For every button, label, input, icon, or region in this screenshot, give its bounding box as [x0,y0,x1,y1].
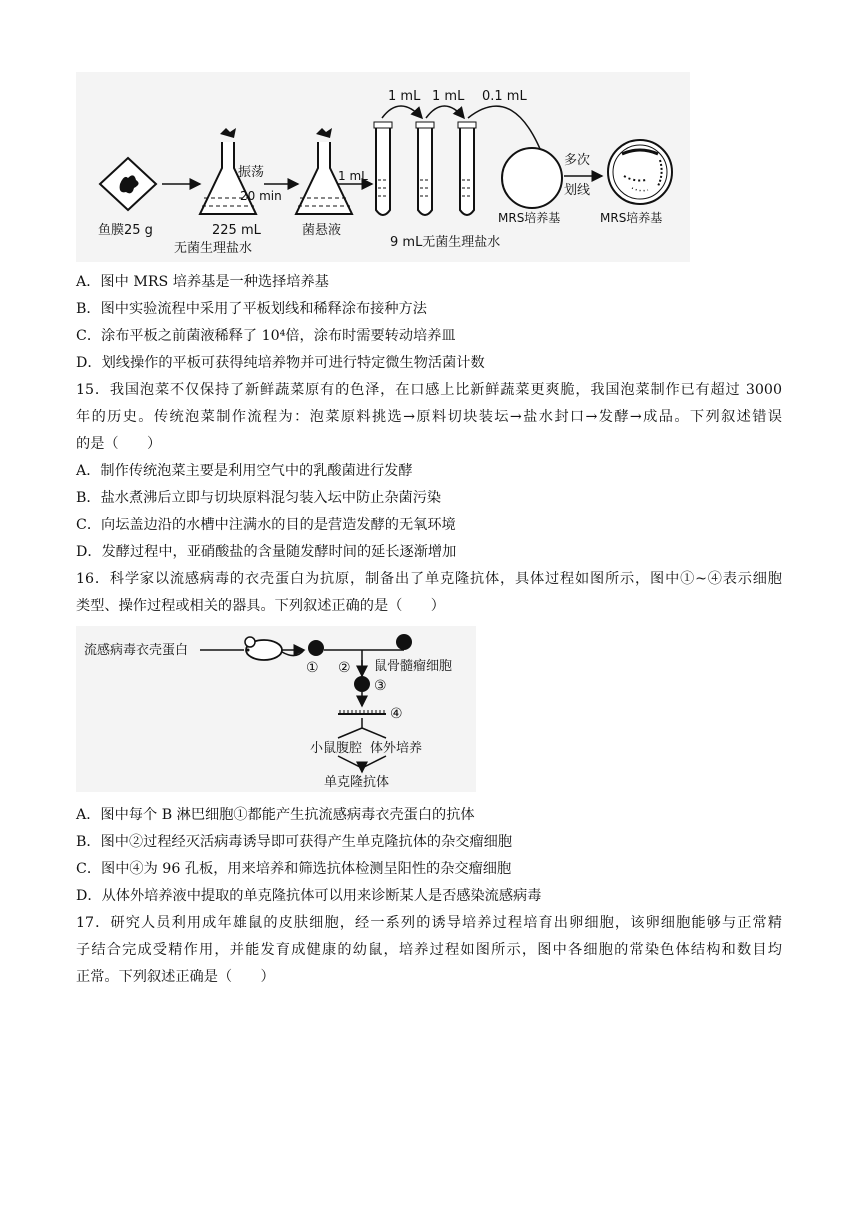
q16-option-d: D．从体外培养液中提取的单克隆抗体可以用来诊断某人是否感染流感病毒 [76,888,542,904]
tube-transfer-3: 0.1 mL [482,89,527,104]
q16-stem-line-1: 16．科学家以流感病毒的衣壳蛋白为抗原，制备出了单克隆抗体，具体过程如图所示，图中①~④表示细胞 [76,571,782,587]
test-tube-1 [374,122,392,215]
branch-left: 小鼠腹腔 [310,741,363,756]
q16-option-a: A．图中每个 B 淋巴细胞①都能产生抗流感病毒衣壳蛋白的抗体 [76,807,475,823]
mark-1: ① [306,660,319,676]
myeloma-cell [396,634,412,650]
fish-membrane-icon [100,158,156,210]
flask2-label: 菌悬液 [302,223,342,238]
mark-2: ② [338,660,351,676]
tube-transfer-2: 1 mL [432,89,465,104]
tubes-label: 9 mL无菌生理盐水 [390,235,501,250]
q15-option-b: B．盐水煮沸后立即与切块原料混匀装入坛中防止杂菌污染 [76,490,442,506]
q16-stem-line-2: 类型、操作过程或相关的器具。下列叙述正确的是（ ） [76,598,445,614]
q17-stem-line-3: 正常。下列叙述正确是（ ） [76,969,275,985]
q14-option-d: D．划线操作的平板可获得纯培养物并可进行特定微生物活菌计数 [76,355,485,371]
q15-stem-line-3: 的是（ ） [76,436,162,452]
q15-stem-line-2: 年的历史。传统泡菜制作流程为：泡菜原料挑选→原料切块装坛→盐水封口→发酵→成品。下列叙述错误 [76,409,782,425]
mrs-plate-1 [502,148,562,208]
well-plate-icon [338,710,386,714]
fish-label: 鱼膜25 g [98,223,153,238]
flask1-volume: 225 mL [212,223,261,238]
branch-right: 体外培养 [370,741,423,756]
q15-option-c: C．向坛盖边沿的水槽中注满水的目的是营造发酵的无氧环境 [76,517,456,533]
shake-time: 20 min [240,189,282,203]
streak-label-2: 划线 [564,183,591,198]
q17-stem-line-2: 子结合完成受精作用，并能发育成健康的幼鼠，培养过程如图所示，图中各细胞的常染色体结构和数目均 [76,942,782,958]
q17-stem-line-1: 17．研究人员利用成年雄鼠的皮肤细胞，经一系列的诱导培养过程培育出卵细胞，该卵细胞能够与正常精 [76,915,782,931]
test-tube-3 [458,122,476,215]
transfer1-label: 1 mL [338,169,368,183]
plate1-label: MRS培养基 [498,211,561,225]
q14-option-b: B．图中实验流程中采用了平板划线和稀释涂布接种方法 [76,301,427,317]
antigen-label: 流感病毒衣壳蛋白 [84,643,189,658]
tube-arrow-2 [426,106,464,118]
q16-option-c: C．图中④为 96 孔板，用来培养和筛选抗体检测呈阳性的杂交瘤细胞 [76,861,512,877]
myeloma-label: 鼠骨髓瘤细胞 [374,659,453,674]
q14-option-a: A．图中 MRS 培养基是一种选择培养基 [76,274,329,290]
streak-label-1: 多次 [564,153,591,168]
figure-isolation-flow [76,72,690,262]
result-label: 单克隆抗体 [324,775,390,790]
tube-arrow-1 [382,106,422,118]
mark-3: ③ [374,678,387,694]
hybridoma-cell [354,676,370,692]
b-cell [308,640,324,656]
flask1-sublabel: 无菌生理盐水 [174,241,253,256]
mark-4: ④ [390,706,403,722]
q15-option-a: A．制作传统泡菜主要是利用空气中的乳酸菌进行发酵 [76,463,413,479]
tube-transfer-1: 1 mL [388,89,421,104]
q15-stem-line-1: 15．我国泡菜不仅保持了新鲜蔬菜原有的色泽，在口感上比新鲜蔬菜更爽脆，我国泡菜制作已有超过 3000 [76,382,782,398]
mrs-plate-2 [608,140,672,204]
mouse-icon [245,637,304,660]
test-tube-2 [416,122,434,215]
q16-option-b: B．图中②过程经灭活病毒诱导即可获得产生单克隆抗体的杂交瘤细胞 [76,834,513,850]
q14-option-c: C．涂布平板之前菌液稀释了 10⁴倍，涂布时需要转动培养皿 [76,328,456,344]
plate2-label: MRS培养基 [600,211,663,225]
figure-monoclonal [76,626,476,792]
q15-option-d: D．发酵过程中，亚硝酸盐的含量随发酵时间的延长逐渐增加 [76,544,457,560]
branch-lines [338,718,386,738]
shake-label: 振荡 [238,165,265,180]
